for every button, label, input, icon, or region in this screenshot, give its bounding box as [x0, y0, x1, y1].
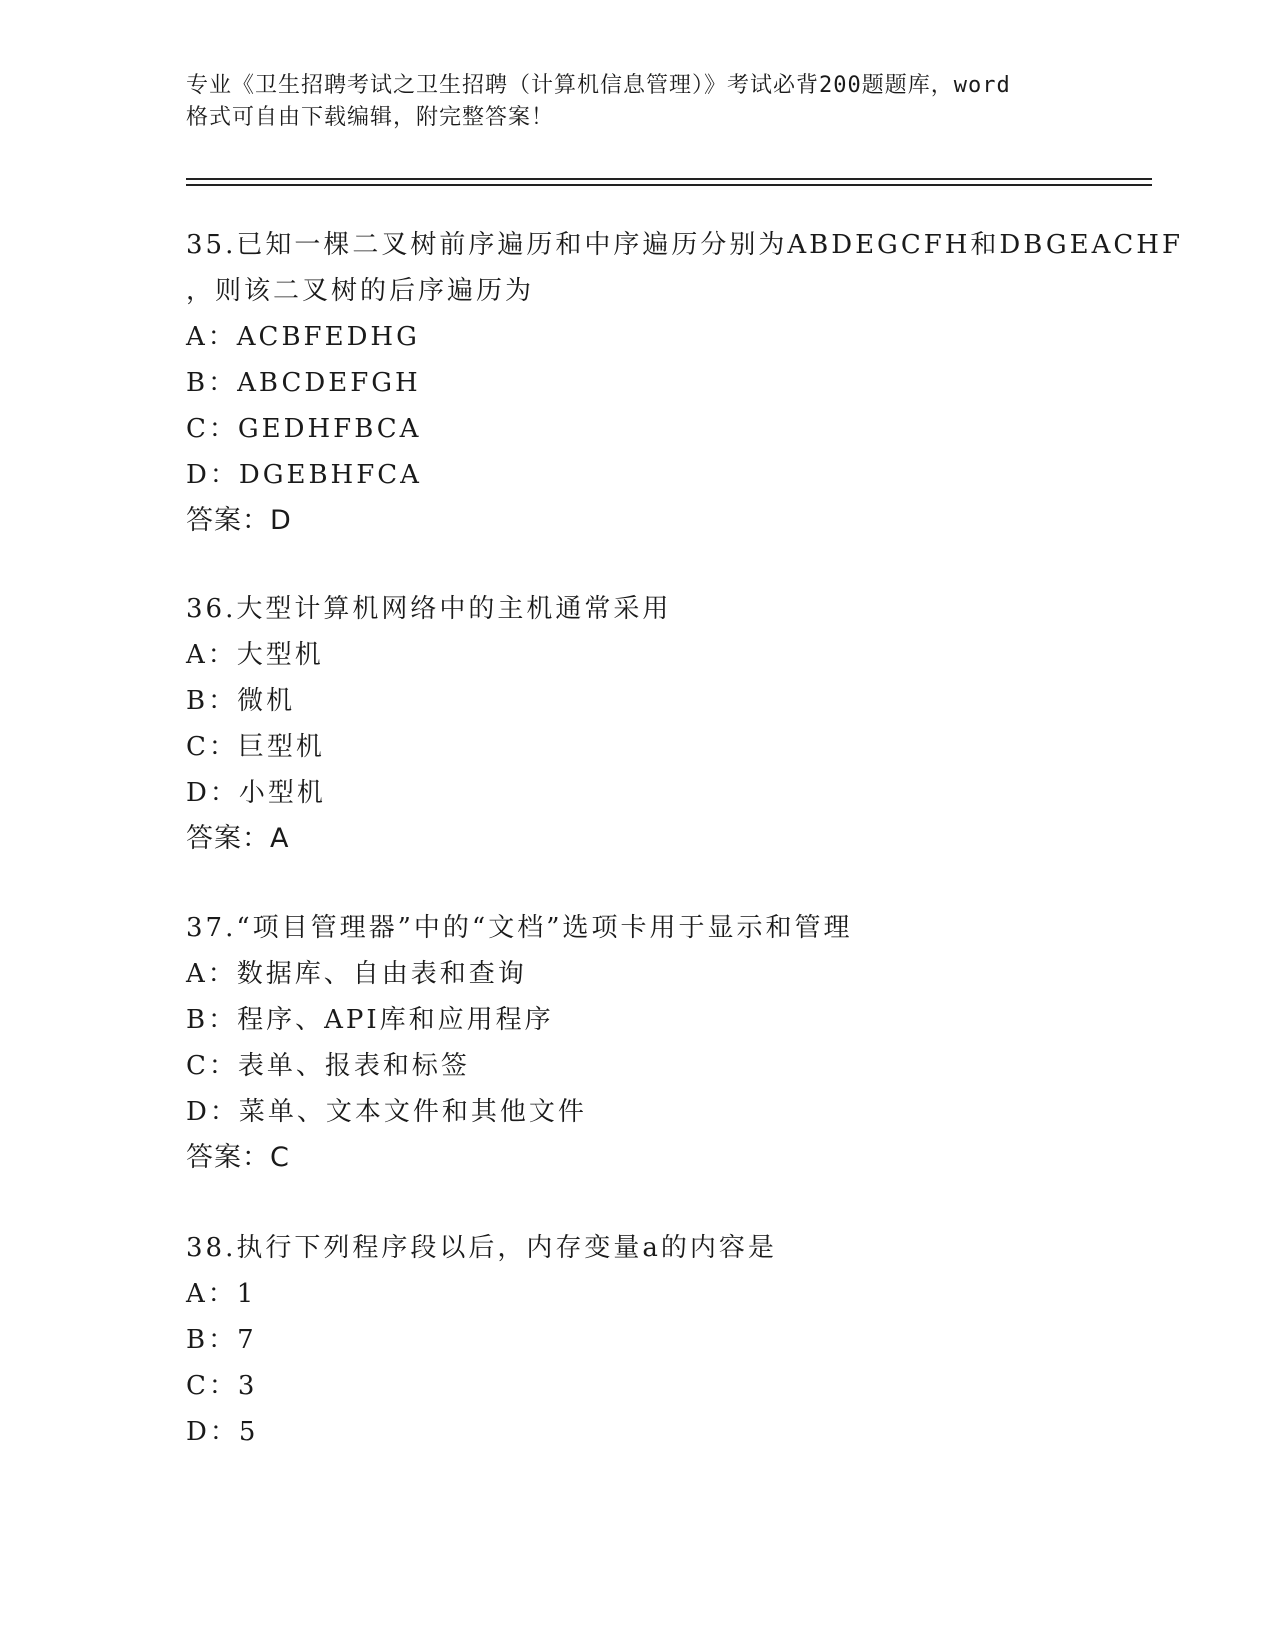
header-divider-bottom [186, 184, 1152, 186]
answer-line: 答案：A [186, 823, 290, 854]
header-line-2: 格式可自由下载编辑，附完整答案！ [186, 105, 555, 130]
option-c: C：GEDHFBCA [186, 414, 422, 444]
question-stem: 37.“项目管理器”中的“文档”选项卡用于显示和管理 [186, 913, 853, 943]
option-d: D：DGEBHFCA [186, 460, 422, 490]
option-c: C：3 [186, 1371, 258, 1401]
option-c: C：巨型机 [186, 732, 325, 762]
option-b: B：ABCDEFGH [186, 368, 421, 398]
question-stem: 35.已知一棵二叉树前序遍历和中序遍历分别为ABDEGCFH和DBGEACHF [186, 230, 1184, 260]
option-a: A：大型机 [186, 640, 324, 670]
option-c: C：表单、报表和标签 [186, 1051, 470, 1081]
question-36 [186, 586, 1086, 862]
header-line-1: 专业《卫生招聘考试之卫生招聘（计算机信息管理）》考试必背200题题库，word [186, 73, 1011, 98]
question-stem: 36.大型计算机网络中的主机通常采用 [186, 594, 672, 624]
question-37 [186, 905, 1086, 1181]
option-a: A：ACBFEDHG [186, 322, 420, 352]
answer-line: 答案：D [186, 505, 292, 536]
header-divider-top [186, 178, 1152, 180]
answer-line: 答案：C [186, 1142, 290, 1173]
option-a: A：数据库、自由表和查询 [186, 959, 527, 989]
option-d: D：菜单、文本文件和其他文件 [186, 1097, 587, 1127]
question-38 [186, 1225, 1086, 1455]
document-header [186, 70, 1086, 134]
option-b: B：7 [186, 1325, 257, 1355]
option-b: B：微机 [186, 686, 296, 716]
option-d: D：小型机 [186, 778, 326, 808]
option-a: A：1 [186, 1279, 257, 1309]
question-stem: 38.执行下列程序段以后，内存变量a的内容是 [186, 1233, 777, 1263]
option-d: D：5 [186, 1417, 259, 1447]
question-35 [186, 222, 1184, 544]
question-stem-continued: ，则该二叉树的后序遍历为 [186, 276, 535, 306]
option-b: B：程序、API库和应用程序 [186, 1005, 554, 1035]
